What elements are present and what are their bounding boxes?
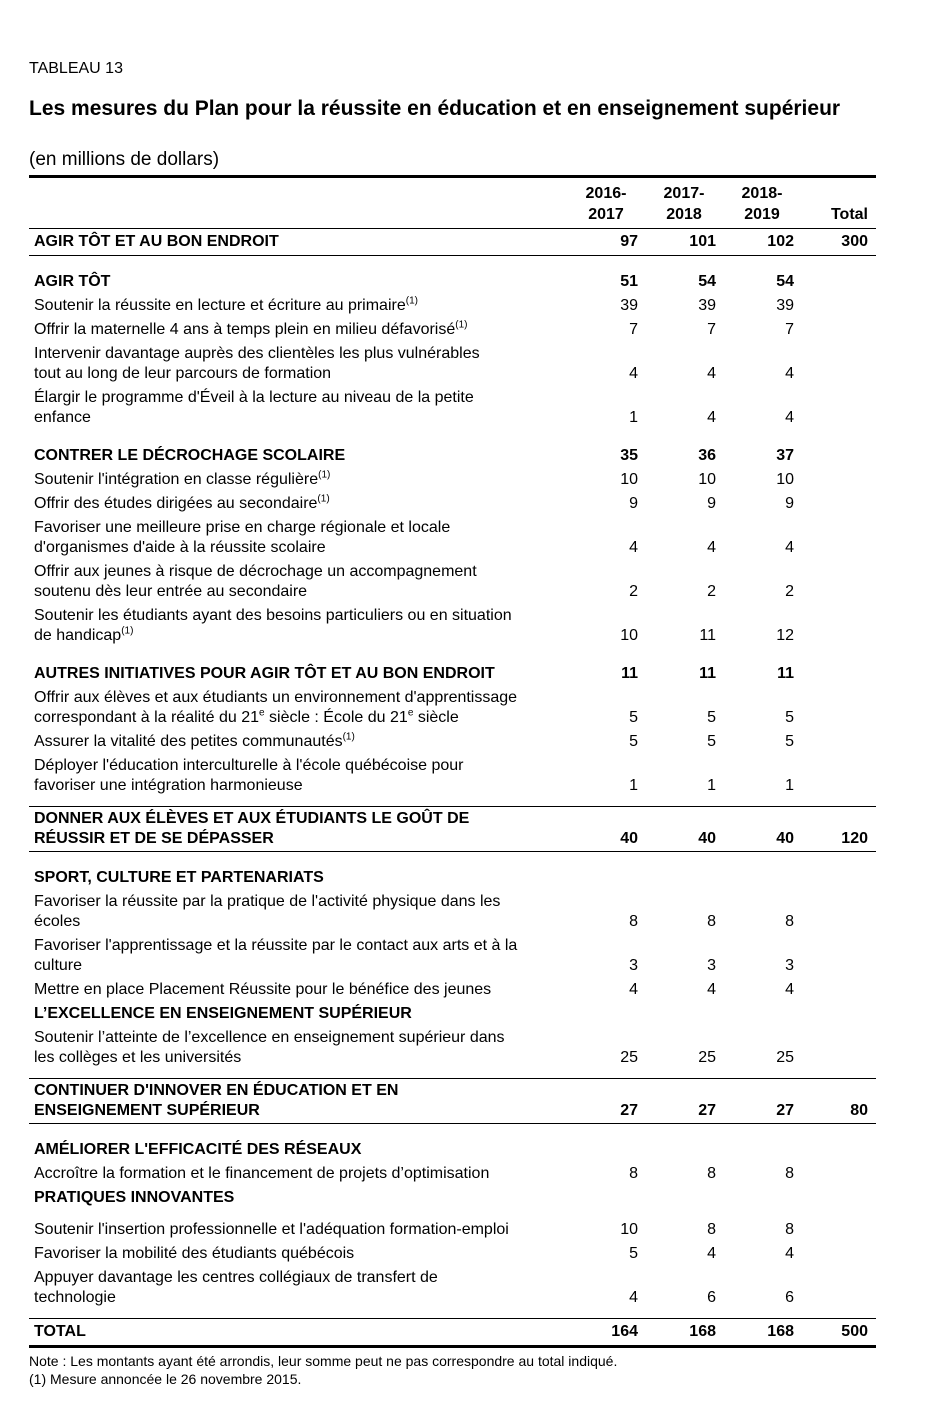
total-row: TOTAL 164 168 168 500 xyxy=(34,1323,868,1340)
footnotes xyxy=(29,1352,617,1388)
group-row: SPORT, CULTURE ET PARTENARIATS xyxy=(34,869,324,886)
col-header-2016-2017: 2016- 2017 xyxy=(585,185,627,223)
table-row: Soutenir l’atteinte de l’excellence en enseignement supérieur dans les collèges et les universités 25 25 25 xyxy=(34,1029,794,1066)
table-row: Offrir des études dirigées au secondaire$^{(1)}$ 9 9 9 xyxy=(34,493,794,512)
group-row: L’EXCELLENCE EN ENSEIGNEMENT SUPÉRIEUR xyxy=(34,1005,412,1022)
header-row xyxy=(29,178,876,228)
group-row: AMÉLIORER L'EFFICACITÉ DES RÉSEAUX xyxy=(34,1141,362,1158)
section-row: DONNER AUX ÉLÈVES ET AUX ÉTUDIANTS LE GOÛT DE RÉUSSIR ET DE SE DÉPASSER 40 40 40 120 xyxy=(34,810,868,847)
col-header-2018-2019: 2018- 2019 xyxy=(741,185,783,223)
table-row: Soutenir la réussite en lecture et écriture au primaire$^{(1)}$ 39 39 39 xyxy=(34,295,794,314)
table-row: Soutenir l'insertion professionnelle et l'adéquation formation-emploi 10 8 8 xyxy=(34,1221,794,1238)
table-row: Offrir la maternelle 4 ans à temps plein en milieu défavorisé$^{(1)}$ 7 7 7 xyxy=(34,319,794,338)
table-subtitle: (en millions de dollars) xyxy=(29,149,220,170)
col-header-2017-2018: 2017- 2018 xyxy=(663,185,705,223)
table-label: TABLEAU 13 xyxy=(29,60,123,77)
table-row: Favoriser la mobilité des étudiants québécois 5 4 4 xyxy=(34,1245,794,1262)
table-row: Mettre en place Placement Réussite pour le bénéfice des jeunes 4 4 4 xyxy=(34,981,794,998)
table-row: Assurer la vitalité des petites communautés$^{(1)}$ 5 5 5 xyxy=(34,731,794,750)
table-row: Favoriser l'apprentissage et la réussite par le contact aux arts et à la culture 3 3 3 xyxy=(34,937,794,974)
table-row: Soutenir les étudiants ayant des besoins particuliers ou en situation de handicap$^{(1)}$ 10 11 12 xyxy=(34,607,794,644)
table-row: Intervenir davantage auprès des clientèles les plus vulnérables tout au long de leur parcours de formation 4 4 4 xyxy=(34,345,794,382)
group-row: CONTRER LE DÉCROCHAGE SCOLAIRE 35 36 37 xyxy=(34,447,794,464)
section-row: CONTINUER D'INNOVER EN ÉDUCATION ET EN ENSEIGNEMENT SUPÉRIEUR 27 27 27 80 xyxy=(34,1082,868,1119)
section-row: AGIR TÔT ET AU BON ENDROIT 97 101 102 300 xyxy=(34,233,868,250)
bottom-rule xyxy=(29,1345,876,1348)
table-row: Appuyer davantage les centres collégiaux de transfert de technologie 4 6 6 xyxy=(34,1269,794,1306)
table-row: Offrir aux élèves et aux étudiants un environnement d'apprentissage correspondant à la réalité du 21e siècle : École du 21e siècle 5 5 5 xyxy=(34,689,794,726)
col-header-total: Total xyxy=(830,206,868,223)
note-measure: (1) Mesure annoncée le 26 novembre 2015. xyxy=(29,1371,302,1387)
group-row: PRATIQUES INNOVANTES xyxy=(34,1189,235,1206)
table-row: Déployer l'éducation interculturelle à l'école québécoise pour favoriser une intégration harmonieuse 1 1 1 xyxy=(34,757,794,794)
table-title: Les mesures du Plan pour la réussite en éducation et en enseignement supérieur xyxy=(29,97,841,120)
table-row: Élargir le programme d'Éveil à la lecture au niveau de la petite enfance 1 4 4 xyxy=(34,389,794,426)
table-row: Favoriser la réussite par la pratique de l'activité physique dans les écoles 8 8 8 xyxy=(34,893,794,930)
table-row: Offrir aux jeunes à risque de décrochage un accompagnement soutenu dès leur entrée au secondaire 2 2 2 xyxy=(34,563,794,600)
group-row: AUTRES INITIATIVES POUR AGIR TÔT ET AU BON ENDROIT 11 11 11 xyxy=(34,665,794,682)
measures-table xyxy=(29,175,876,1348)
group-row: AGIR TÔT 51 54 54 xyxy=(34,273,794,290)
table-row: Soutenir l'intégration en classe régulière$^{(1)}$ 10 10 10 xyxy=(34,469,794,488)
note-rounding: Note : Les montants ayant été arrondis, leur somme peut ne pas correspondre au total indiqué. xyxy=(29,1353,618,1369)
table-row: Accroître la formation et le financement de projets d’optimisation 8 8 8 xyxy=(34,1165,794,1182)
table-row: Favoriser une meilleure prise en charge régionale et locale d'organismes d'aide à la réussite scolaire 4 4 4 xyxy=(34,519,794,556)
